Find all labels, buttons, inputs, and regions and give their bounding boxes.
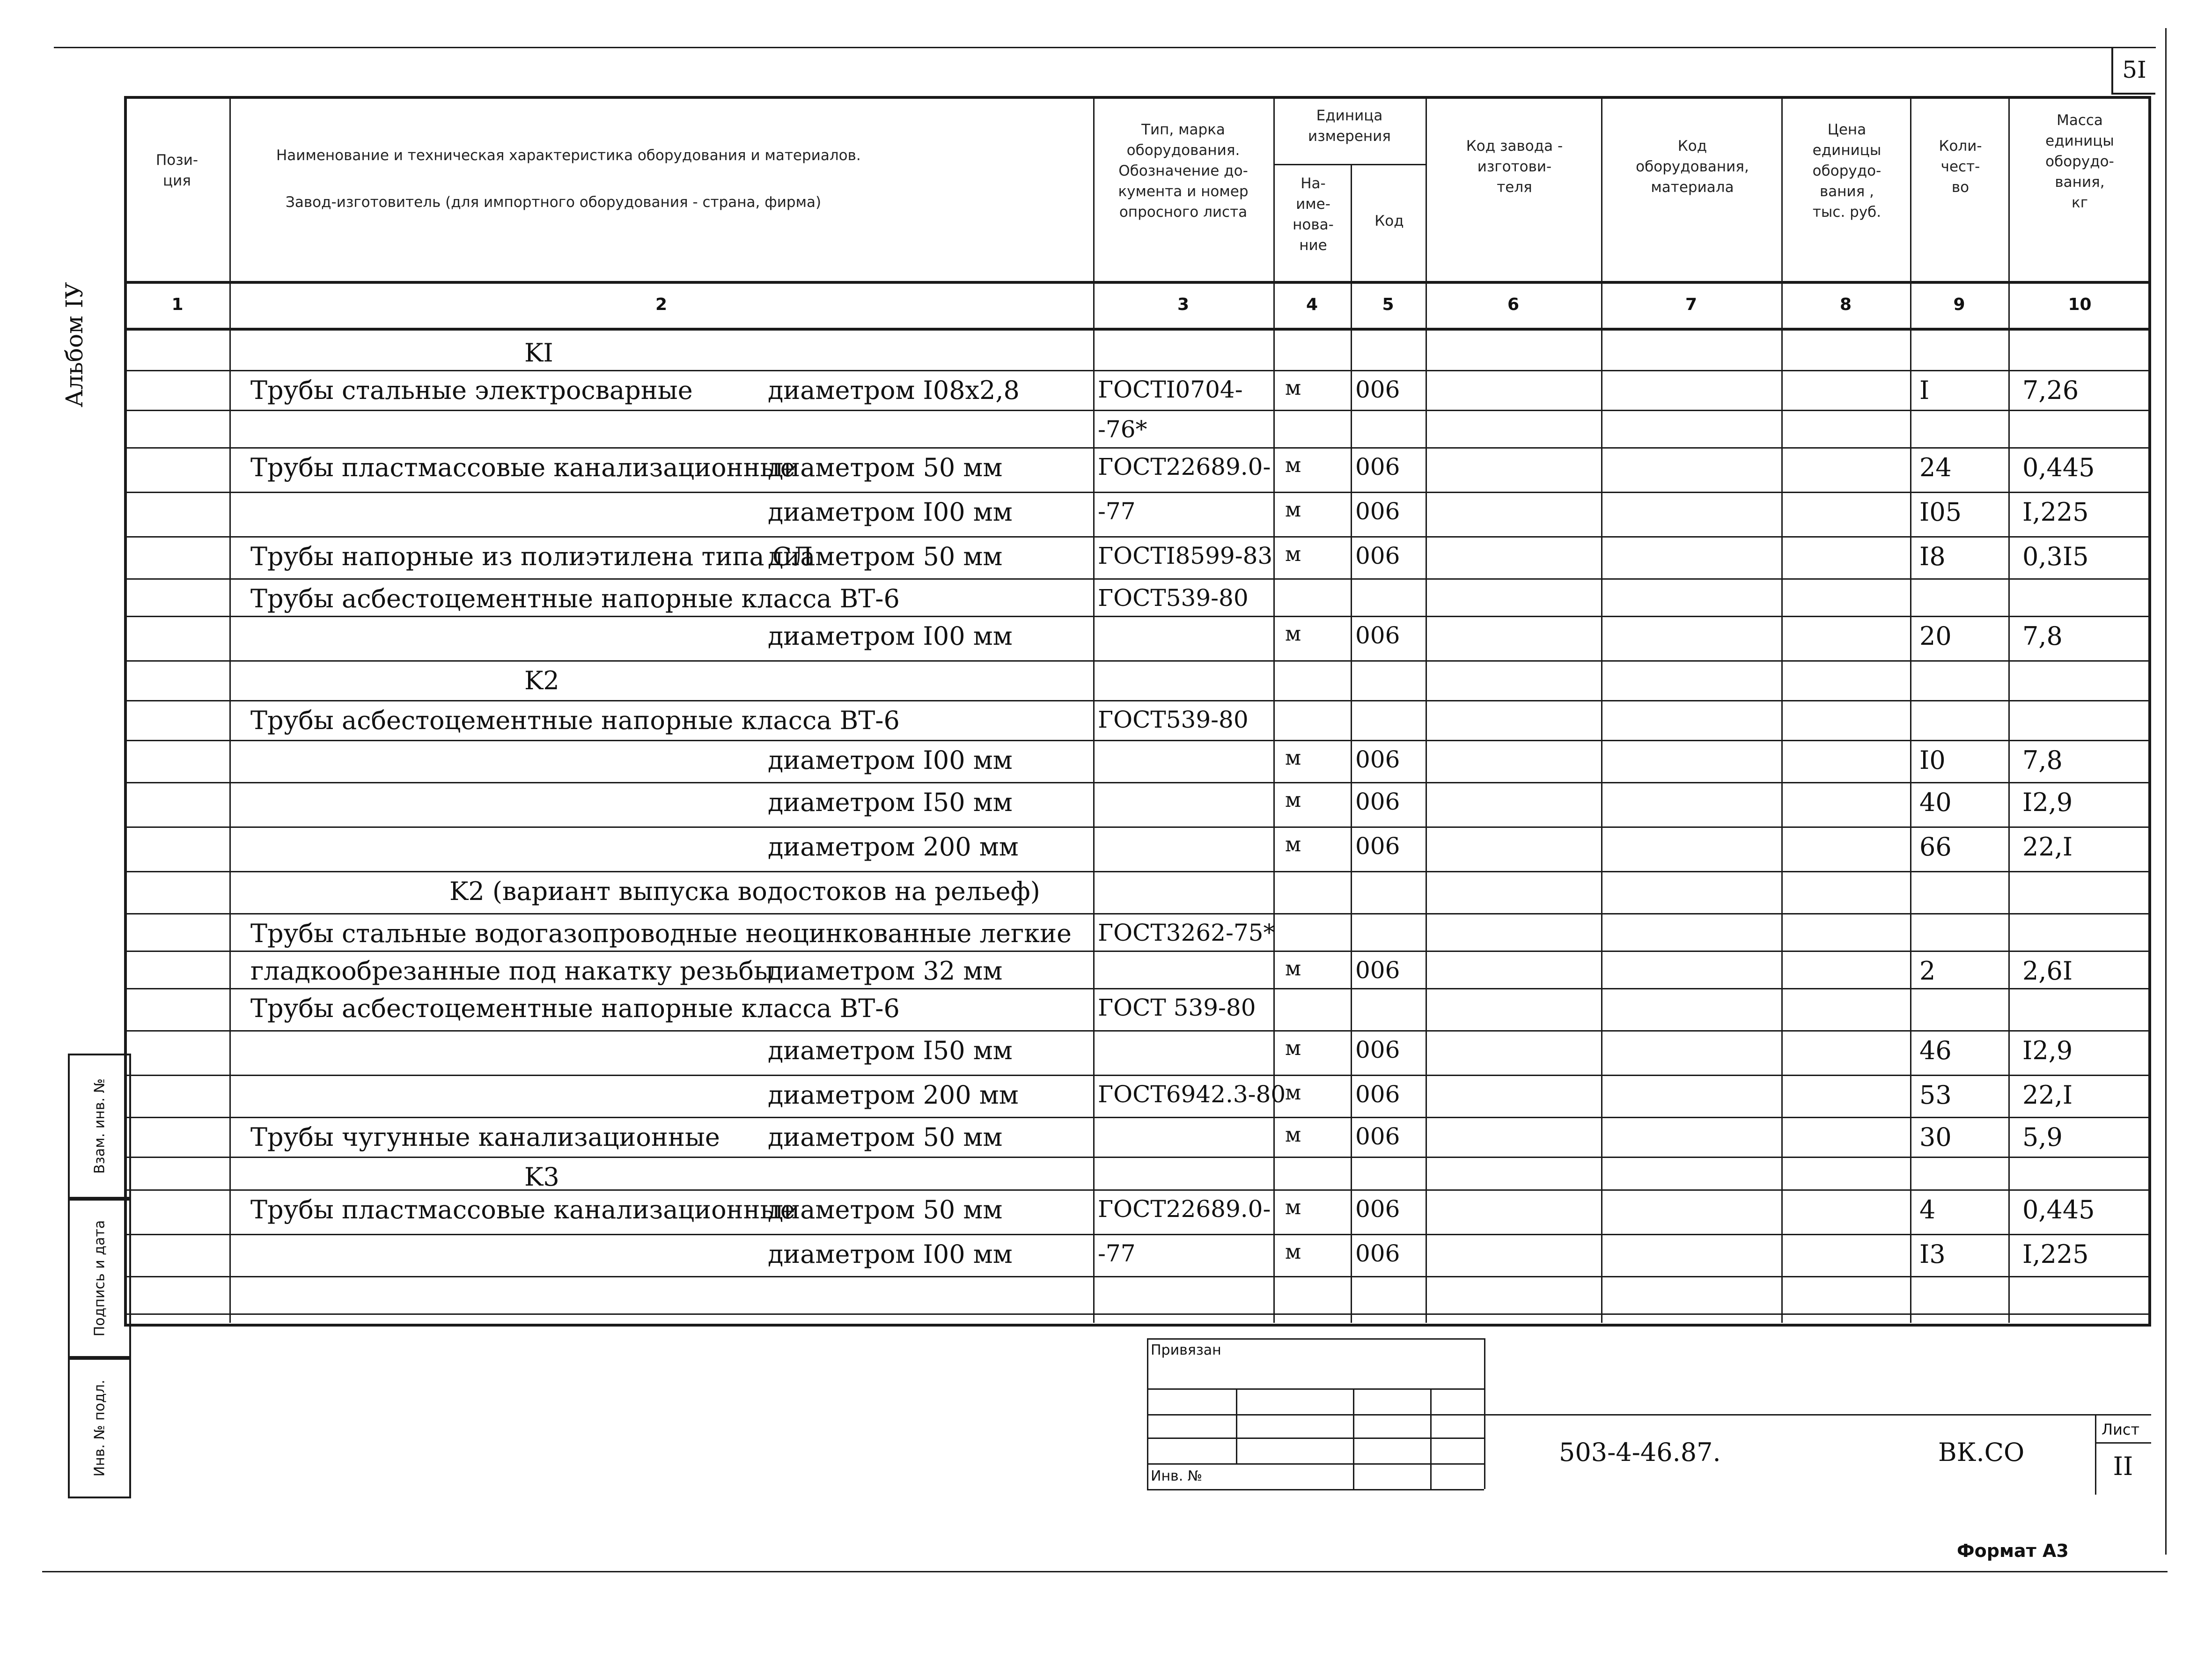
row-divider [124,700,2151,701]
colnum-10: 10 [2068,295,2092,314]
row-title: K3 [524,1162,559,1192]
header-mass: Масса единицы оборудо- вания, кг [2045,112,2114,211]
row-divider [124,1189,2151,1191]
row-name: Трубы стальные водогазопроводные неоцинкованные легкие [250,919,1072,948]
side-stamp-inventory-label: Инв. № подл. [91,1379,108,1477]
row-code: 006 [1355,788,1400,815]
unit-header-divider [1273,164,1426,165]
row-divider [124,782,2151,783]
row-title: KI [524,338,553,368]
row-diam: диаметром 200 мм [768,1080,1019,1110]
row-mass: 5,9 [2022,1122,2063,1152]
header-name-line1: Наименование и техническая характеристика оборудования и материалов. [276,147,861,164]
header-material-code: Код оборудования, материала [1636,138,1749,196]
col-line [1426,96,1427,1323]
row-qty: 53 [1919,1080,1952,1110]
row-divider [124,370,2151,371]
row-diam: диаметром 50 мм [768,542,1003,571]
side-stamp-replaced-label: Взам. инв. № [91,1078,108,1174]
row-unit: м [1285,542,1301,566]
row-doc: ГОСТI0704- [1098,376,1243,403]
row-unit: м [1285,376,1301,400]
row-mass: 2,6I [2022,956,2073,986]
row-unit: м [1285,498,1301,522]
row-unit: м [1285,1036,1301,1060]
sheet-code: ВК.СО [1938,1438,2025,1467]
row-mass: 7,8 [2022,745,2063,775]
row-code: 006 [1355,833,1400,860]
stamp-line [1147,1414,1484,1416]
header-position: Пози- ция [155,152,198,189]
header-unit: Единица измерения [1308,107,1391,145]
header-bottom [124,281,2151,284]
colnum-8: 8 [1839,295,1852,314]
sheet-box-divider [2095,1442,2151,1444]
header-type: Тип, марка оборудования. Обозначение до- кумента и номер опросного листа [1118,121,1249,221]
row-code: 006 [1355,376,1400,403]
col-line [1781,96,1783,1323]
col-line [1351,164,1352,1323]
row-mass: I,225 [2022,1239,2089,1269]
title-block-top [1484,1414,2151,1416]
header-unit-name: На- име- нова- ние [1293,175,1334,254]
colnum-9: 9 [1953,295,1965,314]
row-diam: диаметром I00 мм [768,497,1013,527]
sheet-box [2095,1414,2151,1495]
row-unit: м [1285,833,1301,856]
colnum-4: 4 [1306,295,1318,314]
row-code: 006 [1355,957,1400,984]
row-name: Трубы пластмассовые канализационные [250,1195,795,1224]
row-qty: I8 [1919,542,1946,571]
row-doc: -77 [1098,498,1136,525]
stamp-line [1147,1338,1484,1340]
row-name: Трубы асбестоцементные напорные класса ВТ-6 [250,706,900,735]
table-body-bottom [124,1313,2151,1315]
row-divider [124,492,2151,493]
stamp-line [1147,1338,1148,1489]
stamp-line [1430,1388,1432,1489]
row-diam: диаметром 32 мм [768,956,1003,986]
row-qty: 30 [1919,1122,1952,1152]
row-unit: м [1285,1123,1301,1147]
colnum-2: 2 [655,295,668,314]
row-unit: м [1285,1195,1301,1219]
row-diam: диаметром I00 мм [768,621,1013,651]
stamp-line [1147,1463,1484,1465]
stamp-line [1353,1388,1354,1489]
row-unit: м [1285,453,1301,477]
row-mass: 0,445 [2022,1195,2095,1224]
stamp-inv-label: Инв. № [1151,1468,1203,1484]
row-code: 006 [1355,1195,1400,1223]
header-name-line2: Завод-изготовитель (для импортного оборудования - страна, фирма) [286,194,822,211]
row-diam: диаметром 50 мм [768,1122,1003,1152]
header-quantity: Коли- чест- во [1939,138,1982,196]
header-price: Цена единицы оборудо- вания , тыс. руб. [1812,121,1881,221]
row-divider [124,1117,2151,1118]
col-line [2008,96,2010,1323]
row-name: Трубы стальные электросварные [250,376,693,405]
album-label [61,267,89,407]
row-mass: 7,26 [2022,376,2079,405]
row-name: Трубы пластмассовые канализационные [250,453,795,482]
row-divider [124,913,2151,914]
row-name: Трубы напорные из полиэтилена типа СЛ [250,542,813,571]
row-doc: ГОСТ22689.0- [1098,1195,1271,1223]
row-diam: диаметром 50 мм [768,1195,1003,1224]
bottom-rule [42,1571,2168,1572]
row-divider [124,871,2151,872]
page-number: 5I [2111,47,2155,95]
row-code: 006 [1355,622,1400,649]
side-stamp-inventory [68,1358,131,1498]
row-code: 006 [1355,1081,1400,1108]
row-name: Трубы асбестоцементные напорные класса ВТ-6 [250,584,900,613]
row-code: 006 [1355,746,1400,773]
row-title: K2 (вариант выпуска водостоков на рельеф) [449,877,1040,906]
row-name: гладкообрезанные под накатку резьбы [250,956,774,986]
row-divider [124,1157,2151,1158]
row-diam: диаметром I00 мм [768,745,1013,775]
row-diam: диаметром I00 мм [768,1239,1013,1269]
row-diam: диаметром I50 мм [768,1036,1013,1065]
row-doc: ГОСТI8599-83 [1098,542,1273,569]
colnum-bottom [124,328,2151,331]
sheet-number: II [2113,1452,2133,1481]
colnum-6: 6 [1507,295,1520,314]
row-doc: ГОСТ6942.3-80 [1098,1081,1286,1108]
row-unit: м [1285,1240,1301,1264]
row-code: 006 [1355,498,1400,525]
sheet-label: Лист [2102,1421,2140,1438]
row-divider [124,1030,2151,1032]
row-name: Трубы чугунные канализационные [250,1122,720,1152]
header-unit-code: Код [1374,213,1404,229]
row-diam: диаметром I08x2,8 [768,376,1020,405]
col-line [229,96,231,1323]
row-doc: ГОСТ 539-80 [1098,994,1256,1021]
row-doc: ГОСТ22689.0- [1098,453,1271,480]
row-unit: м [1285,788,1301,812]
row-name: Трубы асбестоцементные напорные класса ВТ-6 [250,994,900,1023]
document-number: 503-4-46.87. [1559,1438,1721,1467]
row-title: K2 [524,666,559,695]
colnum-3: 3 [1177,295,1190,314]
row-qty: I0 [1919,745,1946,775]
row-qty: 24 [1919,453,1952,482]
row-mass: I,225 [2022,497,2089,527]
format-label: Формат А3 [1957,1541,2069,1561]
row-unit: м [1285,622,1301,646]
right-rule [2165,28,2167,1555]
row-mass: 0,3I5 [2022,542,2089,571]
row-mass: I2,9 [2022,788,2073,817]
row-mass: 22,I [2022,1080,2073,1110]
row-divider [124,826,2151,828]
row-code: 006 [1355,453,1400,480]
row-qty: I [1919,376,1930,405]
row-qty: I05 [1919,497,1962,527]
row-doc: ГОСТ539-80 [1098,584,1249,612]
row-divider [124,988,2151,989]
row-divider [124,578,2151,580]
row-mass: 7,8 [2022,621,2063,651]
top-rule [54,47,2156,48]
side-stamp-signature-label: Подпись и дата [91,1220,108,1337]
row-mass: 22,I [2022,832,2073,862]
col-line [1093,96,1095,1323]
row-code: 006 [1355,1240,1400,1267]
side-stamp-signature [68,1199,131,1358]
row-divider [124,1075,2151,1076]
stamp-line [1147,1489,1484,1490]
row-doc: ГОСТ539-80 [1098,706,1249,733]
row-doc: -76* [1098,416,1147,443]
row-code: 006 [1355,1036,1400,1063]
row-doc: ГОСТ3262-75* [1098,919,1275,946]
row-divider [124,447,2151,449]
side-stamp-replaced [68,1054,131,1199]
col-line [1601,96,1602,1323]
row-qty: 46 [1919,1036,1952,1065]
row-qty: 2 [1919,956,1936,986]
row-qty: 20 [1919,621,1952,651]
row-mass: I2,9 [2022,1036,2073,1065]
row-doc: -77 [1098,1240,1136,1267]
stamp-line [1484,1338,1485,1489]
row-diam: диаметром I50 мм [768,788,1013,817]
row-code: 006 [1355,1123,1400,1150]
row-qty: I3 [1919,1239,1946,1269]
row-diam: диаметром 200 мм [768,832,1019,862]
col-line [1273,96,1275,1323]
row-divider [124,616,2151,617]
row-qty: 66 [1919,832,1952,862]
stamp-line [1236,1388,1237,1463]
row-unit: м [1285,957,1301,981]
row-divider [124,536,2151,538]
row-divider [124,951,2151,952]
row-qty: 40 [1919,788,1952,817]
row-divider [124,740,2151,741]
col-line [1910,96,1911,1323]
row-divider [124,1234,2151,1235]
row-divider [124,1276,2151,1277]
stamp-approved-label: Привязан [1151,1342,1221,1358]
colnum-7: 7 [1685,295,1698,314]
row-unit: м [1285,746,1301,770]
stamp-line [1147,1438,1484,1439]
album-label-text: Альбом IУ [61,282,88,407]
row-divider [124,660,2151,662]
row-mass: 0,445 [2022,453,2095,482]
row-diam: диаметром 50 мм [768,453,1003,482]
header-plant-code: Код завода - изготови- теля [1466,138,1563,196]
row-qty: 4 [1919,1195,1936,1224]
colnum-5: 5 [1382,295,1394,314]
stamp-line [1147,1388,1484,1390]
row-unit: м [1285,1081,1301,1105]
row-code: 006 [1355,542,1400,569]
row-divider [124,410,2151,411]
colnum-1: 1 [171,295,184,314]
